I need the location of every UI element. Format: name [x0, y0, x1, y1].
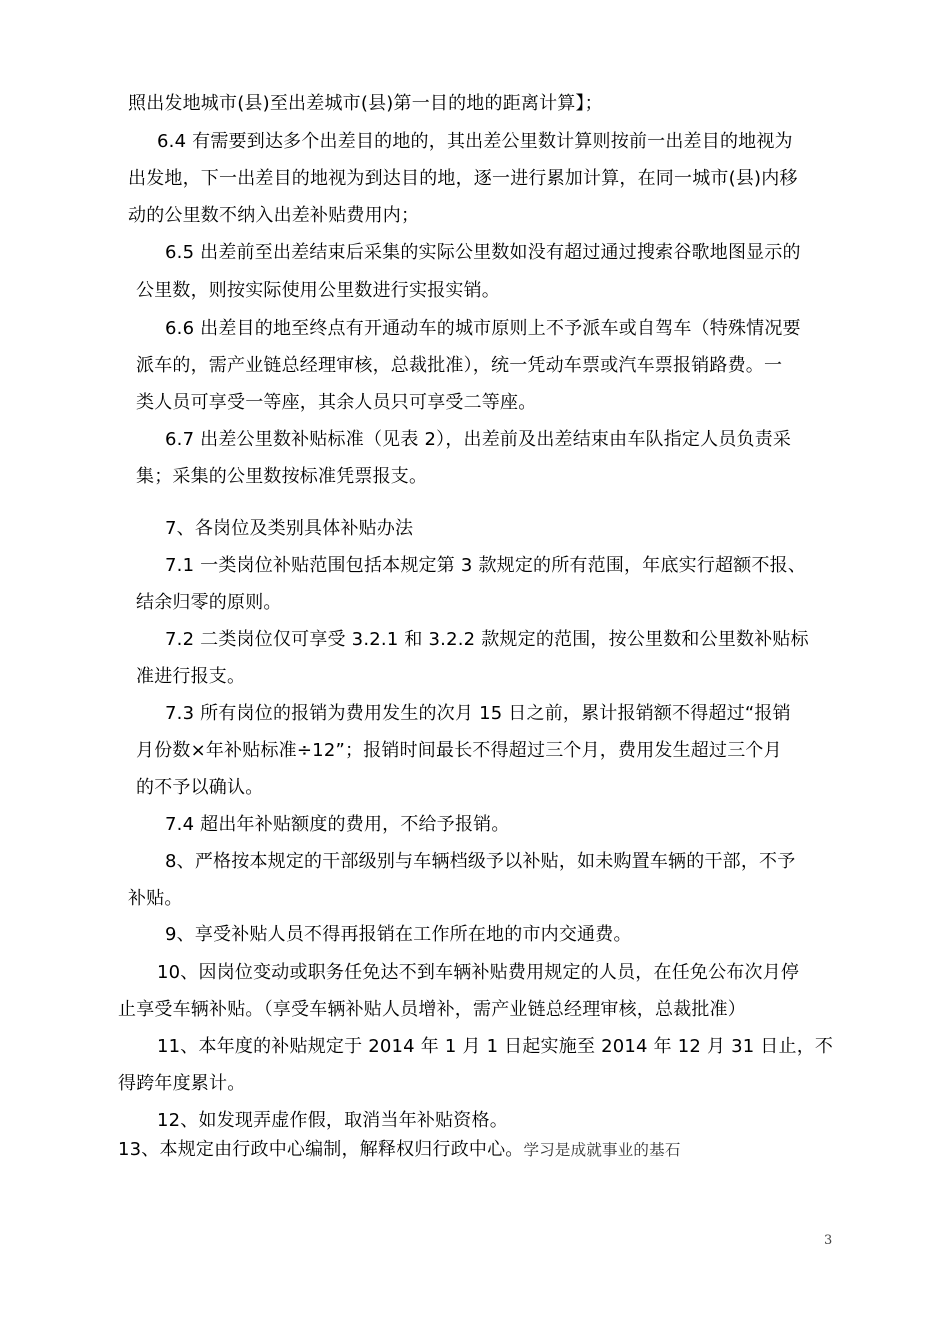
- text-line: 出发地，下一出差目的地视为到达目的地，逐一进行累加计算，在同一城市(县)内移: [128, 168, 798, 189]
- text-line: 动的公里数不纳入出差补贴费用内；: [128, 205, 420, 226]
- text-line: 月份数×年补贴标准÷12”；报销时间最长不得超过三个月，费用发生超过三个月: [136, 740, 782, 761]
- text-line: 6.4 有需要到达多个出差目的地的，其出差公里数计算则按前一出差目的地视为: [157, 131, 793, 152]
- text-line: 结余归零的原则。: [136, 592, 282, 613]
- text-line: 10、因岗位变动或职务任免达不到车辆补贴费用规定的人员，在任免公布次月停: [157, 962, 800, 983]
- text-line: 派车的，需产业链总经理审核，总裁批准），统一凭动车票或汽车票报销路费。一: [136, 355, 783, 376]
- text-line: 7.1 一类岗位补贴范围包括本规定第 3 款规定的所有范围，年底实行超额不报、: [165, 555, 807, 576]
- text-line: 止享受车辆补贴。（享受车辆补贴人员增补，需产业链总经理审核，总裁批准）: [118, 999, 746, 1020]
- page-number: 3: [824, 1233, 833, 1248]
- text-line: 得跨年度累计。: [118, 1073, 246, 1094]
- final-clause: 13、本规定由行政中心编制，解释权归行政中心。: [118, 1139, 524, 1160]
- text-line: 11、本年度的补贴规定于 2014 年 1 月 1 日起实施至 2014 年 12 月 31 日止，不: [157, 1036, 834, 1057]
- text-line: 8、严格按本规定的干部级别与车辆档级予以补贴，如未购置车辆的干部，不予: [165, 851, 796, 872]
- text-line: 的不予以确认。: [136, 777, 264, 798]
- text-line: 照出发地城市(县)至出差城市(县)第一目的地的距离计算】；: [128, 93, 603, 114]
- text-line: 9、享受补贴人员不得再报销在工作所在地的市内交通费。: [165, 924, 632, 945]
- text-line: 7.3 所有岗位的报销为费用发生的次月 15 日之前，累计报销额不得超过“报销: [165, 703, 791, 724]
- text-line: 6.7 出差公里数补贴标准（见表 2），出差前及出差结束由车队指定人员负责采: [165, 429, 792, 450]
- text-line: 6.5 出差前至出差结束后采集的实际公里数如没有超过通过搜索谷歌地图显示的: [165, 242, 801, 263]
- text-line: 补贴。: [128, 888, 183, 909]
- section-heading: 7、各岗位及类别具体补贴办法: [165, 518, 414, 539]
- text-line: 7.4 超出年补贴额度的费用，不给予报销。: [165, 814, 510, 835]
- text-line: 12、如发现弄虚作假，取消当年补贴资格。: [157, 1110, 508, 1131]
- tail-motto: 学习是成就事业的基石: [523, 1141, 681, 1159]
- text-line: 7.2 二类岗位仅可享受 3.2.1 和 3.2.2 款规定的范围，按公里数和公里数补贴标: [165, 629, 809, 650]
- text-line: 类人员可享受一等座，其余人员只可享受二等座。: [136, 392, 537, 413]
- text-line: 公里数，则按实际使用公里数进行实报实销。: [136, 280, 500, 301]
- text-line-final: [118, 1138, 681, 1162]
- text-line: 集；采集的公里数按标准凭票报支。: [136, 466, 428, 487]
- text-line: 准进行报支。: [136, 666, 246, 687]
- text-line: 6.6 出差目的地至终点有开通动车的城市原则上不予派车或自驾车（特殊情况要: [165, 318, 801, 339]
